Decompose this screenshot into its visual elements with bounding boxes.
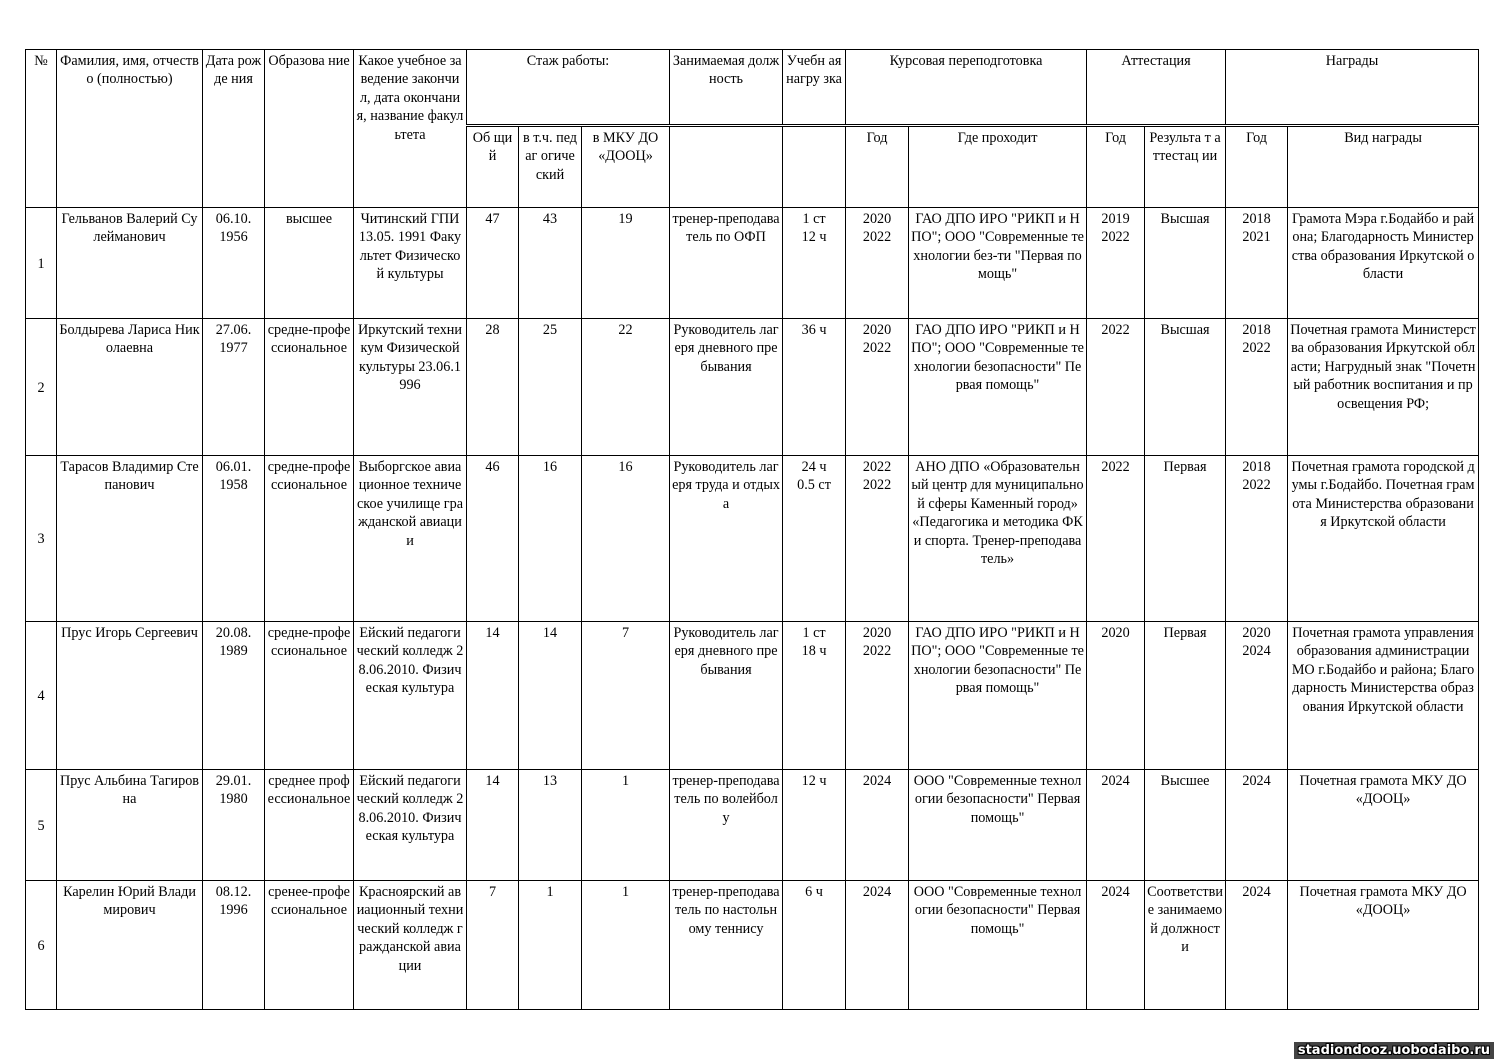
cell-exp-ped: 13: [519, 770, 582, 881]
cell-num: 4: [26, 622, 57, 770]
cell-institution: Ейский педагогический колледж 28.06.2010. Физическая культура: [354, 770, 467, 881]
table-row: [26, 770, 1479, 881]
header-education: Образова ние: [265, 50, 354, 208]
cell-att-result: Высшая: [1145, 319, 1226, 456]
table-row: [26, 456, 1479, 622]
cell-education: средне-профессиональное: [265, 622, 354, 770]
cell-course-where: ГАО ДПО ИРО "РИКП и НПО"; ООО "Современные технологии без-ти "Первая помощь": [909, 208, 1087, 319]
cell-att-year: 2020: [1087, 622, 1145, 770]
cell-att-result: Высшая: [1145, 208, 1226, 319]
cell-course-where: ООО "Современные технологии безопасности" Первая помощь": [909, 770, 1087, 881]
cell-award-year: 2024: [1226, 881, 1288, 1010]
cell-birth: 20.08. 1989: [203, 622, 265, 770]
cell-birth: 27.06. 1977: [203, 319, 265, 456]
table-row: [26, 881, 1479, 1010]
cell-exp-mku: 19: [582, 208, 670, 319]
cell-exp-mku: 1: [582, 770, 670, 881]
cell-course-where: ГАО ДПО ИРО "РИКП и НПО"; ООО "Современные технологии безопасности" Первая помощь": [909, 622, 1087, 770]
cell-att-result: Первая: [1145, 622, 1226, 770]
header-att-year: Год: [1087, 126, 1145, 208]
cell-exp-mku: 7: [582, 622, 670, 770]
cell-num: 2: [26, 319, 57, 456]
cell-award-type: Почетная грамота МКУ ДО «ДООЦ»: [1288, 881, 1479, 1010]
cell-award-type: Почетная грамота управления образования администрации МО г.Бодайбо и района; Благодарность Министерства образования Иркутской области: [1288, 622, 1479, 770]
cell-course-where: АНО ДПО «Образовательный центр для муниципальной сферы Каменный город» «Педагогика и методика ФК и спорта. Тренер-преподаватель»: [909, 456, 1087, 622]
cell-exp-total: 7: [467, 881, 519, 1010]
cell-institution: Красноярский авиационный технический колледж гражданской авиации: [354, 881, 467, 1010]
cell-load: 1 ст 18 ч: [783, 622, 846, 770]
cell-birth: 06.10. 1956: [203, 208, 265, 319]
header-exp-ped: в т.ч. педаг огиче ский: [519, 126, 582, 208]
cell-position: Руководитель лагеря труда и отдыха: [670, 456, 783, 622]
cell-exp-total: 14: [467, 622, 519, 770]
cell-position: Руководитель лагеря дневного пребывания: [670, 622, 783, 770]
cell-course-year: 2024: [846, 770, 909, 881]
cell-name: Тарасов Владимир Степанович: [57, 456, 203, 622]
header-num: №: [26, 50, 57, 208]
header-award-year: Год: [1226, 126, 1288, 208]
cell-exp-mku: 16: [582, 456, 670, 622]
cell-course-year: 2022 2022: [846, 456, 909, 622]
cell-award-type: Почетная грамота МКУ ДО «ДООЦ»: [1288, 770, 1479, 881]
table-row: [26, 208, 1479, 319]
cell-name: Гельванов Валерий Сулейманович: [57, 208, 203, 319]
cell-name: Прус Альбина Тагировна: [57, 770, 203, 881]
cell-exp-mku: 22: [582, 319, 670, 456]
cell-award-year: 2018 2022: [1226, 456, 1288, 622]
cell-institution: Ейский педагогический колледж 28.06.2010. Физическая культура: [354, 622, 467, 770]
cell-position: Руководитель лагеря дневного пребывания: [670, 319, 783, 456]
cell-course-year: 2020 2022: [846, 319, 909, 456]
cell-award-year: 2024: [1226, 770, 1288, 881]
cell-position: тренер-преподаватель по волейболу: [670, 770, 783, 881]
cell-birth: 29.01. 1980: [203, 770, 265, 881]
cell-birth: 06.01. 1958: [203, 456, 265, 622]
cell-course-year: 2020 2022: [846, 208, 909, 319]
cell-institution: Иркутский техникум Физической культуры 23.06.1996: [354, 319, 467, 456]
cell-att-result: Первая: [1145, 456, 1226, 622]
cell-award-year: 2018 2022: [1226, 319, 1288, 456]
cell-exp-total: 47: [467, 208, 519, 319]
cell-position: тренер-преподаватель по настольному теннису: [670, 881, 783, 1010]
cell-att-year: 2024: [1087, 770, 1145, 881]
cell-position: тренер-преподаватель по ОФП: [670, 208, 783, 319]
cell-exp-total: 28: [467, 319, 519, 456]
cell-education: средне-профессиональное: [265, 456, 354, 622]
cell-name: Карелин Юрий Владимирович: [57, 881, 203, 1010]
table-row: [26, 622, 1479, 770]
header-award-type: Вид награды: [1288, 126, 1479, 208]
cell-education: высшее: [265, 208, 354, 319]
cell-att-result: Высшее: [1145, 770, 1226, 881]
cell-name: Прус Игорь Сергеевич: [57, 622, 203, 770]
cell-exp-ped: 14: [519, 622, 582, 770]
watermark: stadiondooz.uobodaibo.ru: [1294, 1042, 1494, 1059]
cell-institution: Выборгское авиационное техническое училище гражданской авиации: [354, 456, 467, 622]
cell-exp-ped: 16: [519, 456, 582, 622]
header-position: Занимаемая должность: [670, 50, 783, 126]
cell-education: средне-профессиональное: [265, 319, 354, 456]
cell-load: 1 ст 12 ч: [783, 208, 846, 319]
header-load-empty: [783, 126, 846, 208]
cell-exp-ped: 43: [519, 208, 582, 319]
cell-num: 1: [26, 208, 57, 319]
cell-exp-mku: 1: [582, 881, 670, 1010]
cell-att-year: 2022: [1087, 456, 1145, 622]
cell-load: 36 ч: [783, 319, 846, 456]
header-institution: Какое учебное заведение закончил, дата окончания, название факультета: [354, 50, 467, 208]
header-birth: Дата рожде ния: [203, 50, 265, 208]
header-exp-total: Об щий: [467, 126, 519, 208]
cell-award-year: 2020 2024: [1226, 622, 1288, 770]
header-position-empty: [670, 126, 783, 208]
cell-att-year: 2019 2022: [1087, 208, 1145, 319]
cell-exp-total: 14: [467, 770, 519, 881]
cell-award-type: Грамота Мэра г.Бодайбо и района; Благодарность Министерства образования Иркутской области: [1288, 208, 1479, 319]
cell-institution: Читинский ГПИ 13.05. 1991 Факультет Физической культуры: [354, 208, 467, 319]
cell-course-year: 2020 2022: [846, 622, 909, 770]
cell-course-year: 2024: [846, 881, 909, 1010]
cell-load: 12 ч: [783, 770, 846, 881]
cell-exp-ped: 25: [519, 319, 582, 456]
cell-education: среднее профессиональное: [265, 770, 354, 881]
header-courses: Курсовая переподготовка: [846, 50, 1087, 126]
header-course-year: Год: [846, 126, 909, 208]
cell-exp-ped: 1: [519, 881, 582, 1010]
header-experience: Стаж работы:: [467, 50, 670, 126]
cell-award-type: Почетная грамота Министерства образования Иркутской области; Нагрудный знак "Почетный работник воспитания и просвещения РФ;: [1288, 319, 1479, 456]
header-course-where: Где проходит: [909, 126, 1087, 208]
cell-num: 6: [26, 881, 57, 1010]
cell-att-year: 2024: [1087, 881, 1145, 1010]
cell-birth: 08.12. 1996: [203, 881, 265, 1010]
table-row: [26, 319, 1479, 456]
cell-name: Болдырева Лариса Николаевна: [57, 319, 203, 456]
header-load: Учебн ая нагру зка: [783, 50, 846, 126]
cell-num: 3: [26, 456, 57, 622]
header-awards: Награды: [1226, 50, 1479, 126]
cell-education: сренее-профессиональное: [265, 881, 354, 1010]
cell-att-year: 2022: [1087, 319, 1145, 456]
header-att-result: Результа т аттестац ии: [1145, 126, 1226, 208]
staff-table: [25, 49, 1479, 1010]
cell-load: 6 ч: [783, 881, 846, 1010]
cell-award-year: 2018 2021: [1226, 208, 1288, 319]
cell-course-where: ООО "Современные технологии безопасности" Первая помощь": [909, 881, 1087, 1010]
header-name: Фамилия, имя, отчество (полностью): [57, 50, 203, 208]
cell-load: 24 ч 0.5 ст: [783, 456, 846, 622]
header-attestation: Аттестация: [1087, 50, 1226, 126]
cell-num: 5: [26, 770, 57, 881]
header-exp-mku: в МКУ ДО «ДООЦ»: [582, 126, 670, 208]
cell-exp-total: 46: [467, 456, 519, 622]
cell-award-type: Почетная грамота городской думы г.Бодайбо. Почетная грамота Министерства образования Иркутской области: [1288, 456, 1479, 622]
cell-course-where: ГАО ДПО ИРО "РИКП и НПО"; ООО "Современные технологии безопасности" Первая помощь": [909, 319, 1087, 456]
cell-att-result: Соответствие занимаемой должности: [1145, 881, 1226, 1010]
